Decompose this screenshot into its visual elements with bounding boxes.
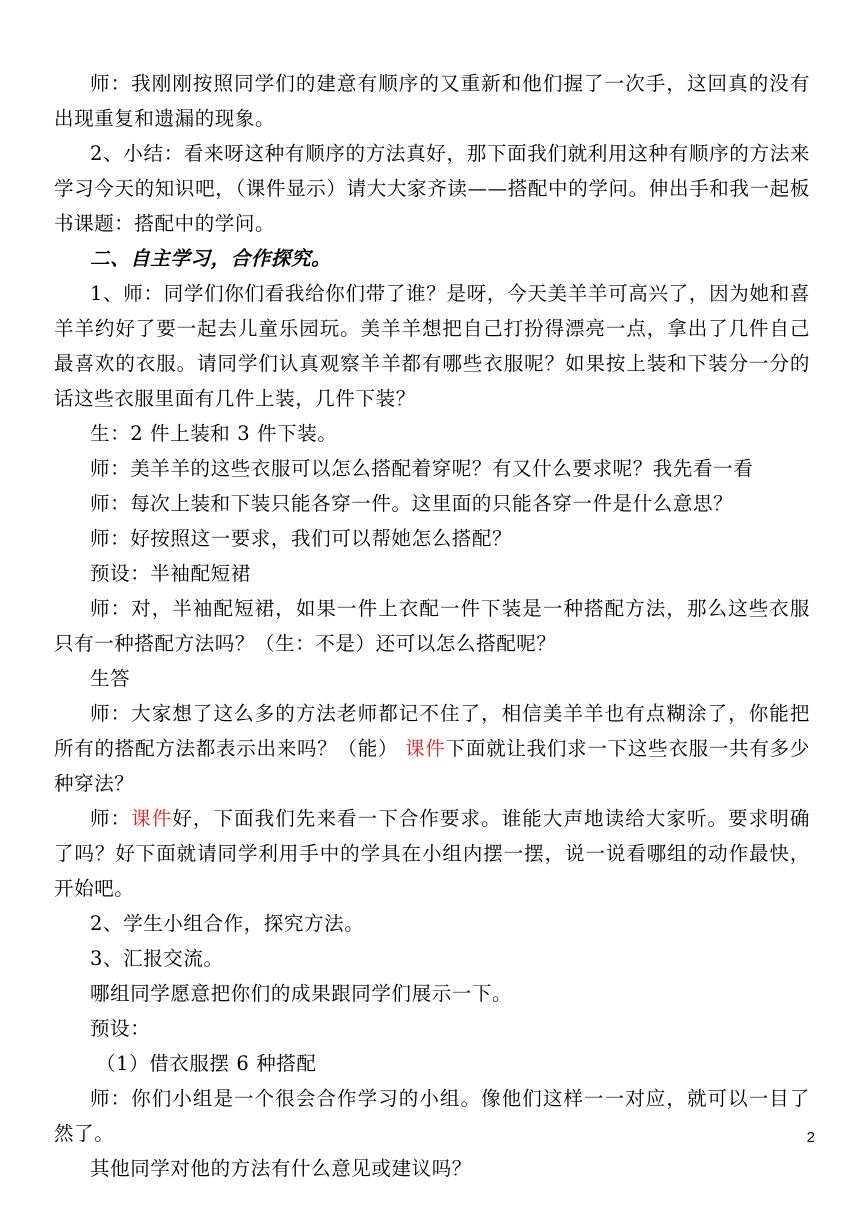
paragraph: 3、汇报交流。	[90, 947, 224, 970]
paragraph-with-highlight	[54, 696, 810, 801]
paragraph: 师：对，半袖配短裙，如果一件上衣配一件下装是一种搭配方法，那么这些衣服只有一种搭配方法吗？（生：不是）还可以怎么搭配呢？	[54, 597, 810, 655]
text-segment: 师：大家想了这么多的方法老师都记不住了，相信美羊羊也有点糊涂了，你能把所有的搭配方法都表示出来吗？（能）	[54, 702, 810, 760]
paragraph: 师：每次上装和下装只能各穿一件。这里面的只能各穿一件是什么意思？	[90, 492, 734, 515]
paragraph: 其他同学对他的方法有什么意见或建议吗？	[90, 1157, 472, 1180]
paragraph: （1）借衣服摆 6 种搭配	[96, 1052, 317, 1075]
page-number: 2	[806, 1129, 815, 1146]
highlight-courseware: 课件	[131, 807, 173, 830]
paragraph: 预设：	[90, 1017, 151, 1040]
paragraph: 2、学生小组合作，探究方法。	[90, 912, 365, 935]
paragraph: 生：2 件上装和 3 件下装。	[90, 422, 338, 445]
paragraph: 生答	[90, 667, 131, 690]
paragraph-with-highlight	[54, 801, 810, 906]
paragraph: 师：你们小组是一个很会合作学习的小组。像他们这样一一对应，就可以一目了然了。	[54, 1087, 810, 1145]
section-heading: 二、自主学习，合作探究。	[90, 247, 332, 270]
highlight-courseware: 课件	[405, 737, 446, 760]
text-segment: 好，下面我们先来看一下合作要求。谁能大声地读给大家听。要求明确了吗？好下面就请同学利用手中的学具在小组内摆一摆，说一说看哪组的动作最快，开始吧。	[54, 807, 810, 900]
paragraph: 2、小结：看来呀这种有顺序的方法真好，那下面我们就利用这种有顺序的方法来学习今天的知识吧，（课件显示）请大大家齐读——搭配中的学问。伸出手和我一起板书课题：搭配中的学问。	[54, 142, 810, 235]
text-segment: 下面就让我们求一下这些衣服一共有多少种穿法？	[54, 737, 810, 795]
text-segment: 师：	[90, 807, 132, 830]
paragraph: 1、师：同学们你们看我给你们带了谁？是呀，今天美羊羊可高兴了，因为她和喜羊羊约好了要一起去儿童乐园玩。美羊羊想把自己打扮得漂亮一点，拿出了几件自己最喜欢的衣服。请同学们认真观察羊羊都有哪些衣服呢？如果按上装和下装分一分的话这些衣服里面有几件上装，几件下装？	[54, 282, 810, 410]
paragraph: 预设：半袖配短裙	[90, 562, 251, 585]
document-body	[54, 66, 810, 1186]
paragraph: 师：美羊羊的这些衣服可以怎么搭配着穿呢？有又什么要求呢？我先看一看	[90, 457, 754, 480]
paragraph: 师：好按照这一要求，我们可以帮她怎么搭配？	[90, 527, 513, 550]
paragraph: 师：我刚刚按照同学们的建意有顺序的又重新和他们握了一次手，这回真的没有出现重复和遗漏的现象。	[54, 72, 810, 130]
paragraph: 哪组同学愿意把你们的成果跟同学们展示一下。	[90, 982, 513, 1005]
